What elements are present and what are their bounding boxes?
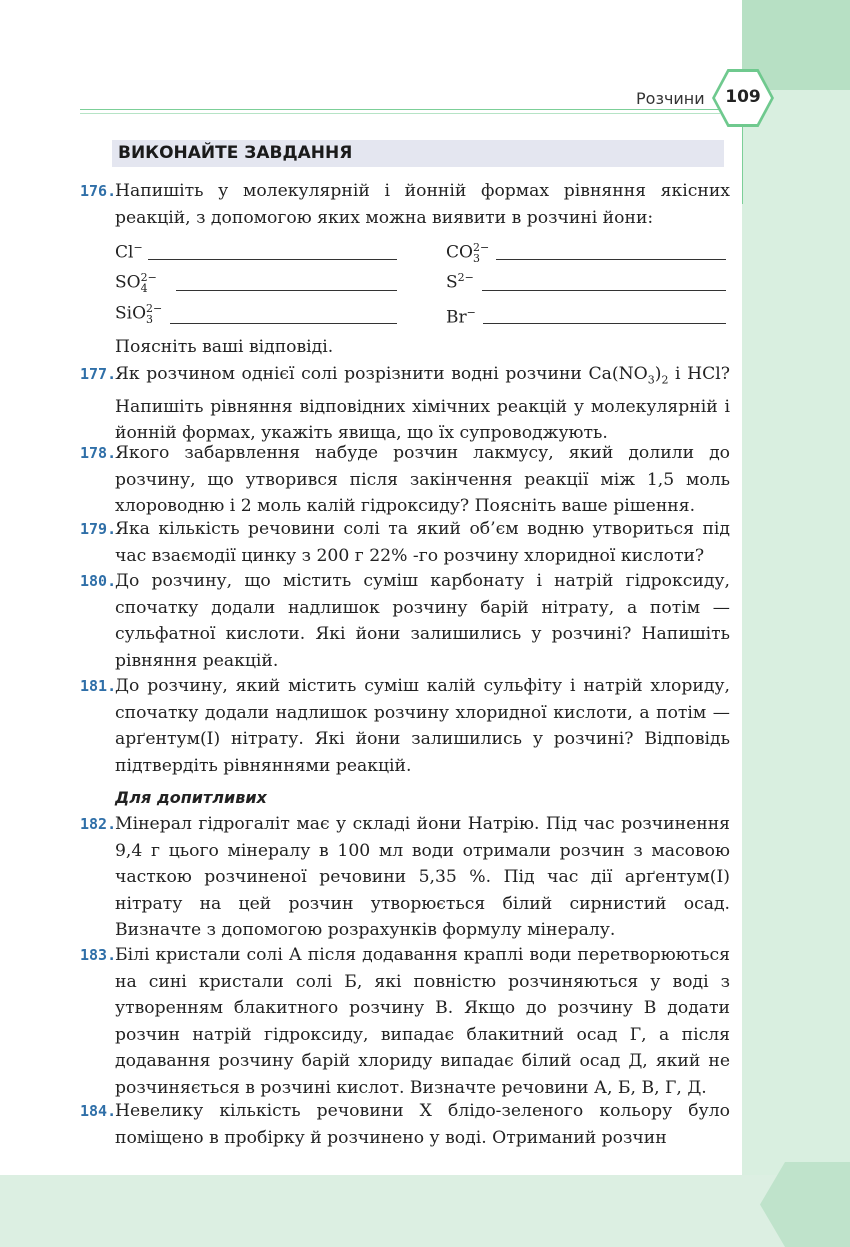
task-text: Яка кількість речовини солі та який об’єм водню утвориться під час взаємодії цинку з 200 г 22% -го розчину хлоридної кислоти? — [115, 519, 730, 566]
running-title: Розчини — [636, 89, 705, 108]
answer-line-co3 — [496, 259, 726, 260]
answer-line-br — [483, 323, 726, 324]
answer-line-sio3 — [170, 323, 397, 324]
answer-line-cl — [148, 259, 397, 260]
task-179 — [80, 516, 730, 569]
task-number: 176. — [80, 182, 117, 200]
subheading: Для допитливих — [115, 788, 267, 807]
task-number: 180. — [80, 572, 117, 590]
answer-line-s — [482, 290, 726, 291]
task-text: Як розчином однієї солі розрізнити водні розчини $Ca(NO_3)_2$ і HCl? Напишіть рівняння відповідних хімічних реакцій у молекулярній і йонній формах, укажіть явища, що їх супроводжують. — [115, 364, 731, 444]
side-rule — [742, 124, 743, 204]
task-text: Невелику кількість речовини X блідо-зеленого кольору було поміщено в пробірку й розчинено у воді. Отриманий розчин — [115, 1101, 730, 1148]
right-margin-band — [742, 0, 850, 1247]
task-text: До розчину, що містить суміш карбонату і натрій гідроксиду, спочатку додали надлишок розчину барій нітрату, а потім — сульфатної кислоти. Які йони залишились у розчині? Напишіть рівняння реакцій. — [115, 571, 730, 671]
task-number: 179. — [80, 520, 117, 538]
task-182 — [80, 811, 730, 944]
task-number: 184. — [80, 1102, 117, 1120]
task-177 — [80, 361, 730, 447]
section-title: ВИКОНАЙТЕ ЗАВДАННЯ — [118, 143, 353, 163]
bottom-band — [0, 1175, 850, 1247]
page-number: 109 — [725, 87, 761, 107]
header-rule-secondary — [80, 113, 720, 114]
ion-br: Br− — [446, 306, 476, 328]
header-rule — [80, 109, 720, 110]
task-181 — [80, 673, 730, 779]
task-176-after — [80, 334, 730, 361]
task-184 — [80, 1098, 730, 1151]
ion-cl: Cl− — [115, 241, 143, 263]
task-text: До розчину, який містить суміш калій сульфіту і натрій хлориду, спочатку додали надлишок розчину хлоридної кислоти, а потім — арґентум(I) нітрату. Які йони залишились у розчині? Відповідь підтвердіть рівняннями реакцій. — [115, 676, 730, 776]
task-180 — [80, 568, 730, 674]
ion-co3: $CO_3^{2-}$ — [446, 241, 490, 266]
task-text: Якого забарвлення набуде розчин лакмусу, який долили до розчину, що утворився після закінчення реакції між 1,5 моль хлороводню і 2 моль калій гідроксиду? Поясніть ваше рішення. — [115, 443, 730, 516]
task-number: 181. — [80, 677, 117, 695]
ion-sio3: SiO$_3^{2-}$ — [115, 302, 163, 327]
task-text: Поясніть ваші відповіді. — [115, 337, 334, 357]
task-number: 178. — [80, 444, 117, 462]
ion-so4: $SO_4^{2-}$ — [115, 271, 157, 296]
task-176 — [80, 178, 730, 231]
task-number: 177. — [80, 365, 117, 383]
task-178 — [80, 440, 730, 520]
task-183 — [80, 942, 730, 1101]
task-number: 183. — [80, 946, 117, 964]
task-number: 182. — [80, 815, 117, 833]
task-text: Мінерал гідрогаліт має у складі йони Натрію. Під час розчинення 9,4 г цього мінералу в 100 мл води отримали розчин з масовою часткою розчиненої речовини 5,35 %. Під час дії арґентум(I) нітрату на цей розчин утворюється білий сирнистий осад. Визначте з допомогою розрахунків формулу мінералу. — [115, 814, 730, 940]
ion-s: $S^{2-}$ — [446, 271, 474, 293]
task-text: Білі кристали солі А після додавання краплі води перетворюються на сині кристали солі Б, які повністю розчиняються у воді з утворенням блакитного розчину В. Якщо до розчину В додати розчин натрій гідроксиду, випадає блакитний осад Г, а після додавання розчину барій хлориду випадає білий осад Д, який не розчиняється в розчині кислот. Визначте речовини А, Б, В, Г, Д. — [115, 945, 730, 1098]
answer-line-so4 — [176, 290, 397, 291]
task-text: Напишіть у молекулярній і йонній формах рівняння якісних реакцій, з допомогою яких можна виявити в розчині йони: — [115, 181, 730, 228]
